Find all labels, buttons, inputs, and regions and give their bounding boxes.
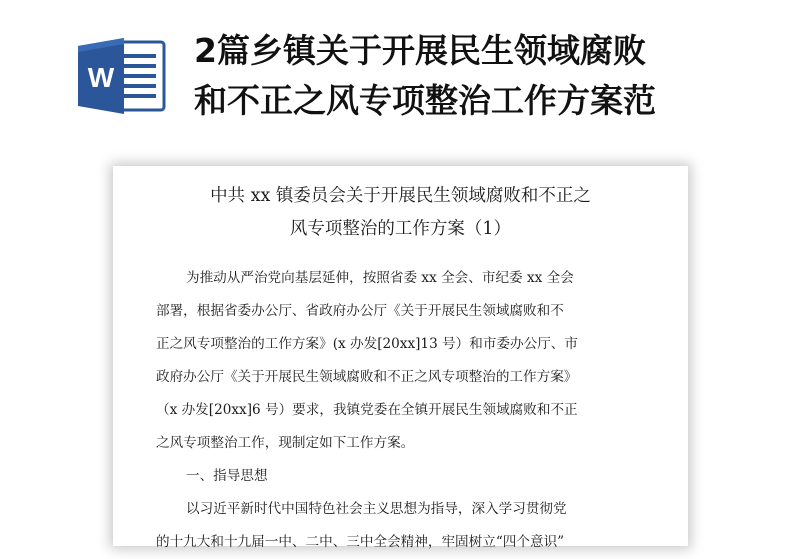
page-title xyxy=(113,180,688,246)
header xyxy=(0,0,800,150)
body-line: （x 办发[20xx]6 号）要求，我镇党委在全镇开展民生领域腐败和不正 xyxy=(156,402,578,418)
section-heading: 一、指导思想 xyxy=(186,468,268,484)
page-body xyxy=(156,262,656,559)
body-line: 的十九大和十九届一中、二中、三中全会精神，牢固树立“四个意识” xyxy=(156,534,565,550)
body-line: 以习近平新时代中国特色社会主义思想为指导，深入学习贯彻党 xyxy=(186,501,567,517)
document-title-line: 和不正之风专项整治工作方案范 xyxy=(194,81,656,120)
svg-text:W: W xyxy=(87,62,115,93)
page-title-line: 风专项整治的工作方案（1） xyxy=(289,219,512,239)
document-title-line: 2篇乡镇关于开展民生领域腐败 xyxy=(194,31,646,70)
document-page-preview xyxy=(113,166,688,550)
body-line: 为推动从严治党向基层延伸，按照省委 xx 全会、市纪委 xx 全会 xyxy=(186,270,574,286)
body-line: 之风专项整治工作，现制定如下工作方案。 xyxy=(156,435,415,451)
page-title-line: 中共 xx 镇委员会关于开展民生领域腐败和不正之 xyxy=(210,186,591,206)
body-line: 部署，根据省委办公厅、省政府办公厅《关于开展民生领域腐败和不 xyxy=(156,303,564,319)
body-line: 正之风专项整治的工作方案》(x 办发[20xx]13 号）和市委办公厅、市 xyxy=(156,336,578,352)
body-line: 政府办公厅《关于开展民生领域腐败和不正之风专项整治的工作方案》 xyxy=(156,369,578,385)
word-icon xyxy=(74,36,170,116)
document-title xyxy=(194,26,794,126)
